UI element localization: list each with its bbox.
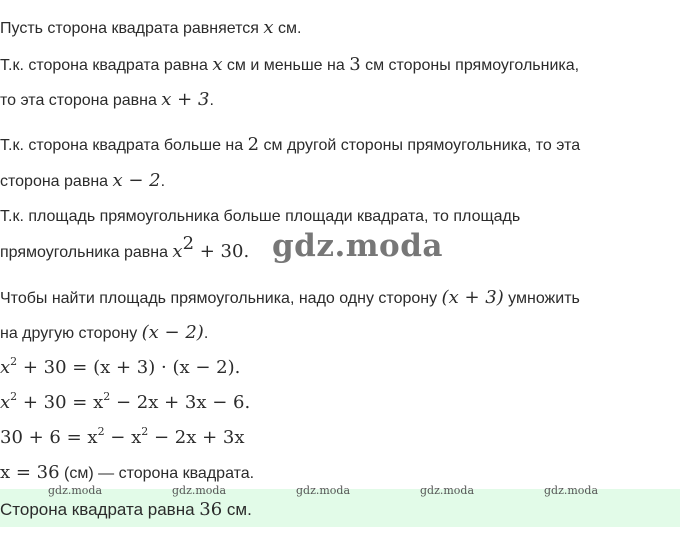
math-expression: x + 3 <box>161 89 210 110</box>
text: . <box>203 325 209 342</box>
text: (см) — сторона квадрата. <box>59 465 255 482</box>
text: на другую сторону <box>0 325 142 342</box>
text: умножить <box>503 290 580 307</box>
answer-text <box>0 499 252 520</box>
text: прямоугольника равна <box>0 244 173 261</box>
equation-4 <box>0 463 254 484</box>
text: см и меньше на <box>222 57 350 74</box>
text: то эта сторона равна <box>0 92 162 109</box>
math-exponent: 2 <box>10 390 18 403</box>
equation-2 <box>0 390 251 413</box>
text: Сторона квадрата равна <box>0 500 200 519</box>
math-exponent: 2 <box>10 355 18 368</box>
math-expression: − 2x + 3x − 6. <box>110 392 251 413</box>
watermark-small: gdz.moda <box>420 484 475 497</box>
math-exponent: 2 <box>182 233 195 254</box>
math-expression: x = 36 <box>0 462 60 483</box>
math-var: x <box>212 54 223 75</box>
math-number: 3 <box>349 54 361 75</box>
math-var: x <box>172 241 183 262</box>
text-line-4 <box>0 135 580 156</box>
watermark-small: gdz.moda <box>544 484 599 497</box>
math-expression: (x + 3) <box>441 287 504 308</box>
math-exponent: 2 <box>97 425 105 438</box>
text: . <box>160 173 166 190</box>
text-line-9 <box>0 323 208 344</box>
text: см другой стороны прямоугольника, то эта <box>259 137 581 154</box>
text-line-8 <box>0 288 580 309</box>
math-expression: (x − 2) <box>141 322 204 343</box>
math-var: x <box>0 357 11 378</box>
math-expression: + 30. <box>194 241 250 262</box>
math-exponent: 2 <box>141 425 149 438</box>
watermark-small: gdz.moda <box>172 484 227 497</box>
math-number: 2 <box>247 134 260 155</box>
math-var: x <box>263 17 274 38</box>
math-exponent: 2 <box>103 390 111 403</box>
watermark-logo: gdz.moda <box>272 228 443 264</box>
text: см стороны прямоугольника, <box>360 57 580 74</box>
text: Т.к. сторона квадрата равна <box>0 57 213 74</box>
text: Т.к. площадь прямоугольника больше площади квадрата, то площадь <box>0 208 521 225</box>
text-line-5 <box>0 171 165 192</box>
math-var: x <box>0 392 11 413</box>
equation-3 <box>0 425 245 448</box>
equation-1 <box>0 355 241 378</box>
text-line-7 <box>0 233 250 263</box>
math-expression: 30 + 6 = x <box>0 427 98 448</box>
text: сторона равна <box>0 173 113 190</box>
watermark-small: gdz.moda <box>48 484 103 497</box>
text: см. <box>222 500 252 519</box>
text: см. <box>273 20 302 37</box>
math-number: 36 <box>199 499 223 520</box>
math-expression: + 30 = x <box>17 392 104 413</box>
watermark-small: gdz.moda <box>296 484 351 497</box>
text-line-6 <box>0 207 520 227</box>
text: Т.к. сторона квадрата больше на <box>0 137 248 154</box>
text: Чтобы найти площадь прямоугольника, надо одну сторону <box>0 290 442 307</box>
text: . <box>209 92 214 109</box>
text-line-2 <box>0 55 579 76</box>
math-expression: − x <box>104 427 142 448</box>
math-expression: − 2x + 3x <box>148 427 245 448</box>
math-expression: x − 2 <box>112 170 161 191</box>
text-line-1 <box>0 18 301 39</box>
math-expression: + 30 = (x + 3) · (x − 2). <box>17 357 241 378</box>
text: Пусть сторона квадрата равняется <box>0 20 264 37</box>
text-line-3 <box>0 90 214 111</box>
